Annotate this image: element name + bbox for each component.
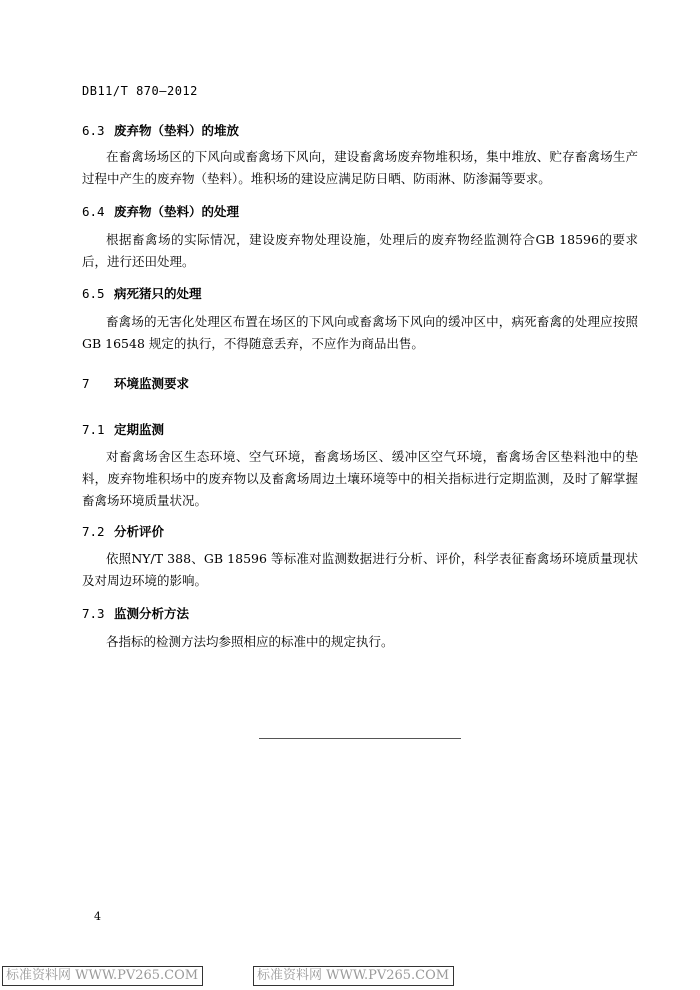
section-number: 7.2 (82, 524, 105, 539)
section-number: 7 (82, 376, 90, 391)
section-title: 分析评价 (114, 524, 165, 539)
section-number: 6.5 (82, 286, 105, 301)
section-heading-7-3 (82, 604, 189, 622)
end-of-document-rule (259, 738, 461, 739)
section-number: 7.1 (82, 422, 105, 437)
section-heading-7-1 (82, 420, 164, 438)
section-title: 环境监测要求 (114, 376, 190, 391)
section-heading-7-2 (82, 522, 164, 540)
standard-code: DB11/T 870—2012 (82, 84, 198, 98)
section-number: 7.3 (82, 606, 105, 621)
section-title: 病死猪只的处理 (114, 286, 202, 301)
section-text-7-2: 依照NY/T 388、GB 18596 等标准对监测数据进行分析、评价，科学表征畜禽场环境质量现状及对周边环境的影响。 (82, 551, 638, 588)
section-text-6-3: 在畜禽场场区的下风向或畜禽场下风向，建设畜禽场废弃物堆积场，集中堆放、贮存畜禽场生产过程中产生的废弃物（垫料）。堆积场的建设应满足防日晒、防雨淋、防渗漏等要求。 (82, 149, 638, 186)
section-title: 监测分析方法 (114, 606, 190, 621)
section-number: 6.4 (82, 204, 105, 219)
section-text-7-1: 对畜禽场舍区生态环境、空气环境，畜禽场场区、缓冲区空气环境，畜禽场舍区垫料池中的垫料，废弃物堆积场中的废弃物以及畜禽场周边土壤环境等中的相关指标进行定期监测，及时了解掌握畜禽场环境质量状况。 (82, 449, 638, 508)
watermark-left[interactable]: 标准资料网 WWW.PV265.COM (2, 966, 203, 986)
section-text-6-4: 根据畜禽场的实际情况，建设废弃物处理设施，处理后的废弃物经监测符合GB 18596的要求后，进行还田处理。 (82, 232, 638, 269)
section-title: 废弃物（垫料）的处理 (114, 204, 240, 219)
section-title: 废弃物（垫料）的堆放 (114, 123, 240, 138)
section-heading-6-3 (82, 121, 239, 139)
section-heading-6-4 (82, 202, 239, 220)
section-text-6-5: 畜禽场的无害化处理区布置在场区的下风向或畜禽场下风向的缓冲区中，病死畜禽的处理应按照GB 16548 规定的执行，不得随意丢弃，不应作为商品出售。 (82, 314, 638, 351)
section-text-7-3: 各指标的检测方法均参照相应的标准中的规定执行。 (106, 634, 394, 649)
section-title: 定期监测 (114, 422, 165, 437)
section-heading-6-5 (82, 284, 202, 302)
watermark-right[interactable]: 标准资料网 WWW.PV265.COM (253, 966, 454, 986)
page-number: 4 (94, 910, 101, 923)
section-number: 6.3 (82, 123, 105, 138)
chapter-heading-7 (82, 374, 189, 392)
